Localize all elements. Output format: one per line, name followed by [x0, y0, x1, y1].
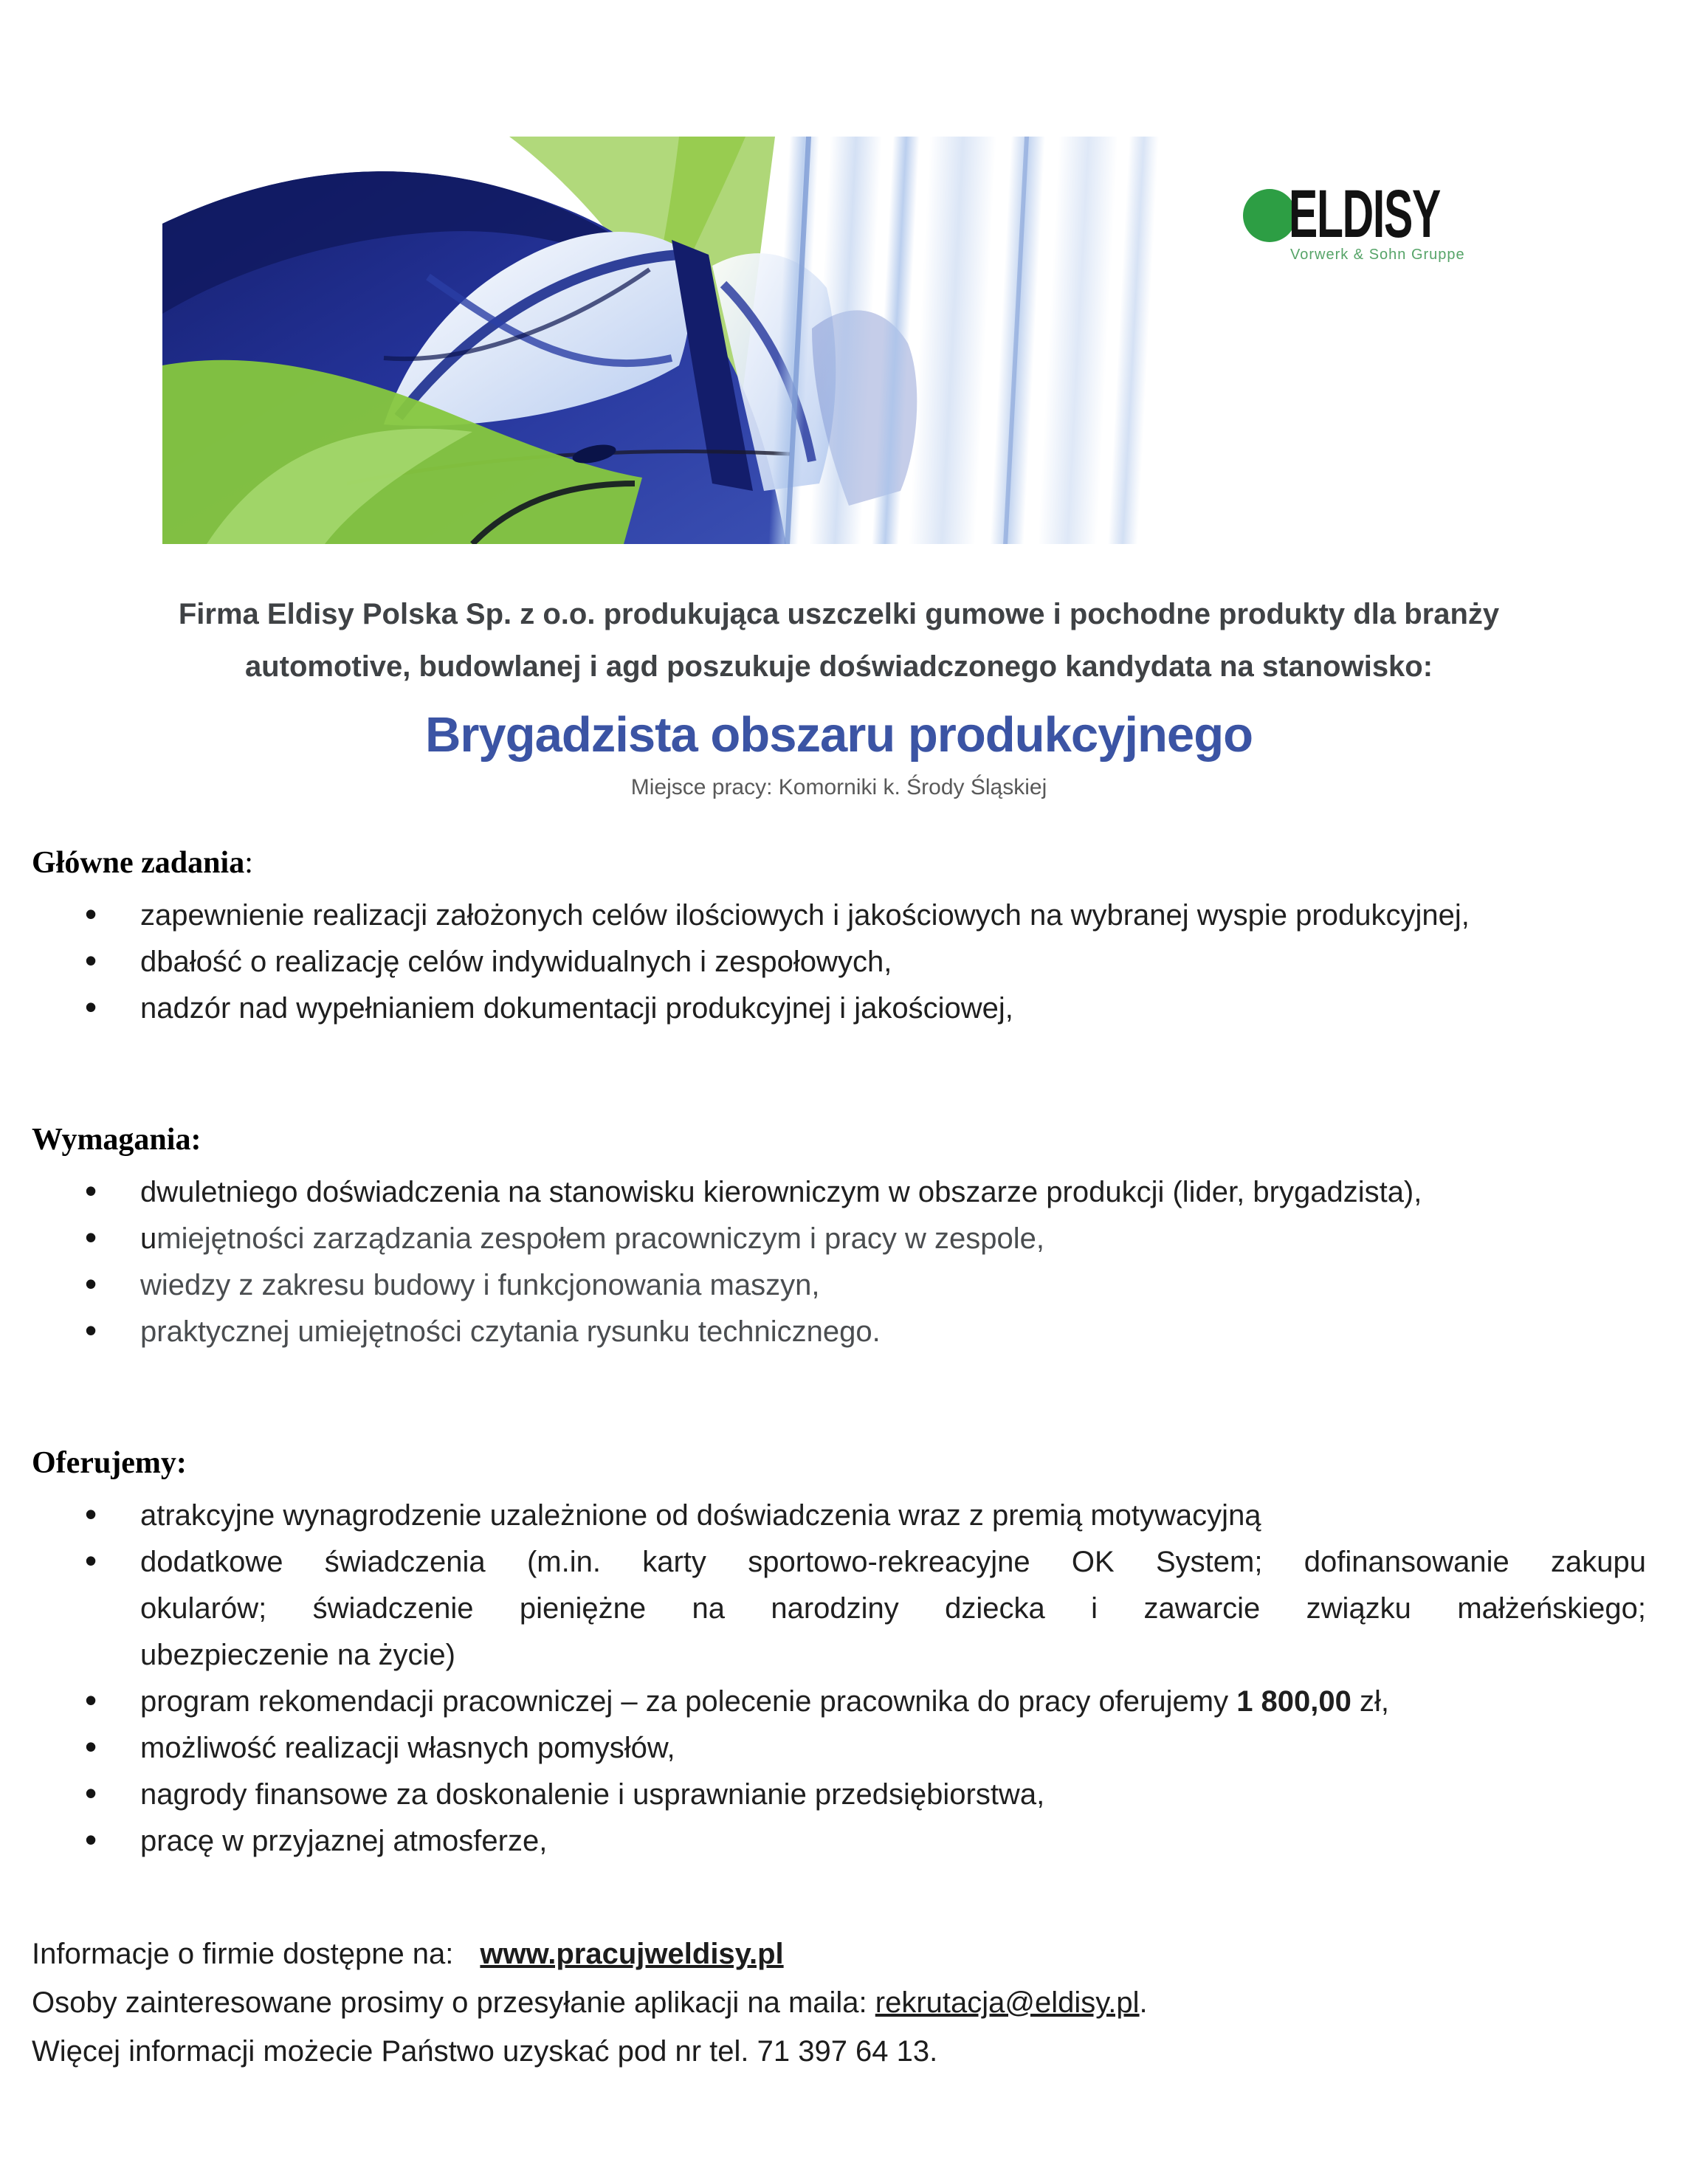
footer-apply-line	[32, 1978, 1646, 2027]
list-item: • dodatkowe świadczenia (m.in. karty sportowo-rekreacyjne OK System; dofinansowanie zakupu okularów; świadczenie pieniężne na narodziny dziecka i zawarcie związku małżeńskiego; ubezpieczenie na życie)	[32, 1539, 1646, 1679]
footer-info-prefix: Informacje o firmie dostępne na:	[32, 1938, 454, 1970]
list-item: • atrakcyjne wynagrodzenie uzależnione od doświadczenia wraz z premią motywacyjną	[32, 1493, 1646, 1539]
job-title: Brygadzista obszaru produkcyjnego	[424, 707, 1253, 763]
section-heading: Oferujemy:	[32, 1446, 187, 1480]
section-list	[32, 892, 1646, 1032]
list-item: • umiejętności zarządzania zespołem pracowniczym i pracy w zespole,	[32, 1216, 1646, 1262]
intro-line-1: Firma Eldisy Polska Sp. z o.o. produkująca uszczelki gumowe i pochodne produkty dla branży	[178, 598, 1500, 630]
section-list	[32, 1169, 1646, 1355]
section-heading: Główne zadania:	[32, 846, 253, 880]
list-item: • dbałość o realizację celów indywidualnych i zespołowych,	[32, 939, 1646, 985]
footer-info-line	[32, 1930, 1646, 1978]
intro-line-2: automotive, budowlanej i agd poszukuje doświadczonego kandydata na stanowisko:	[244, 650, 1433, 683]
footer-apply-prefix: Osoby zainteresowane prosimy o przesyłanie aplikacji na maila:	[32, 1986, 875, 2019]
footer-apply-suffix: .	[1139, 1986, 1148, 2019]
document-body	[32, 0, 1646, 2076]
footer-phone-line: Więcej informacji możecie Państwo uzyskać pod nr tel. 71 397 64 13.	[32, 2035, 938, 2068]
intro-paragraph	[32, 588, 1646, 693]
job-location: Miejsce pracy: Komorniki k. Środy Śląskiej	[630, 775, 1047, 799]
list-item: • pracę w przyjaznej atmosferze,	[32, 1818, 1646, 1865]
list-item: • możliwość realizacji własnych pomysłów,	[32, 1725, 1646, 1772]
section-list	[32, 1493, 1646, 1865]
list-item: • dwuletniego doświadczenia na stanowisku kierowniczym w obszarze produkcji (lider, brygadzista),	[32, 1169, 1646, 1216]
list-item: • wiedzy z zakresu budowy i funkcjonowania maszyn,	[32, 1262, 1646, 1309]
list-item: • zapewnienie realizacji założonych celów ilościowych i jakościowych na wybranej wyspie produkcyjnej,	[32, 892, 1646, 939]
list-item: • praktycznej umiejętności czytania rysunku technicznego.	[32, 1309, 1646, 1355]
logo-wordmark: ELDISY	[1289, 176, 1440, 252]
list-item: • nadzór nad wypełnianiem dokumentacji produkcyjnej i jakościowej,	[32, 985, 1646, 1032]
footer	[32, 1930, 1646, 2076]
website-link[interactable]: www.pracujweldisy.pl	[480, 1938, 784, 1970]
logo-tagline: Vorwerk & Sohn Gruppe	[1290, 247, 1465, 263]
section-heading: Wymagania:	[32, 1123, 202, 1157]
email-link[interactable]: rekrutacja@eldisy.pl	[875, 1986, 1140, 2019]
list-item: • program rekomendacji pracowniczej – za polecenie pracownika do pracy oferujemy 1 800,00 zł,	[32, 1679, 1646, 1725]
list-item: • nagrody finansowe za doskonalenie i usprawnianie przedsiębiorstwa,	[32, 1772, 1646, 1818]
sections-container	[32, 842, 1646, 1865]
